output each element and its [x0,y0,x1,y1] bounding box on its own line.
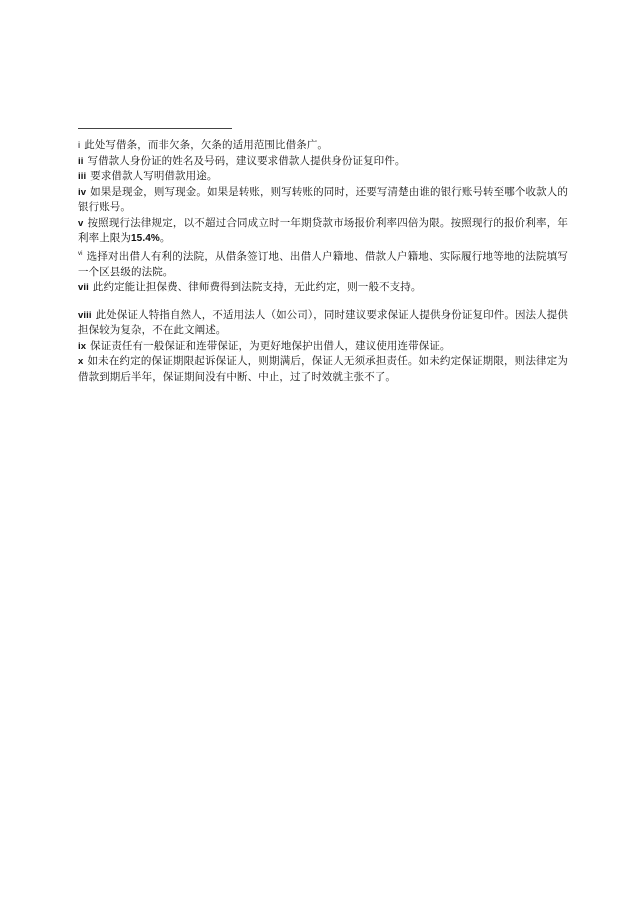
footnote-i [78,138,568,154]
footnote-v [78,216,568,247]
footnote-text: 写借款人身份证的姓名及号码，建议要求借款人提供身份证复印件。 [87,154,406,167]
footnote-text-end: 。 [159,232,171,244]
footnote-text: 选择对出借人有利的法院，从借条签订地、出借人户籍地、借款人户籍地、实际履行地等地的法院填写一个区县级的法院。 [78,250,568,278]
footnote-ii [78,154,568,170]
footnote-mark: i [78,140,81,151]
rate-value: 15.4% [131,233,160,244]
footnote-iii [78,169,568,185]
footnote-mark: ix [78,340,87,352]
footnote-text: 要求借款人写明借款用途。 [90,170,218,182]
footnote-mark: vi [78,250,83,257]
footnote-x [78,354,568,385]
footnote-iv [78,185,568,216]
footnote-text: 保证责任有一般保证和连带保证，为更好地保护出借人，建议使用连带保证。 [90,339,451,352]
footnote-text: 如未在约定的保证期限起诉保证人，则期满后，保证人无须承担责任。如未约定保证期限，则法律定为借款到期后半年，保证期间没有中断、中止，过了时效就主张不了。 [78,355,568,383]
footnote-mark: ii [78,155,84,167]
footnote-vii [78,280,568,296]
footnote-mark: vii [78,282,89,293]
footnote-text: 此约定能让担保费、律师费得到法院支持，无此约定，则一般不支持。 [92,281,422,293]
footnote-text: 此处保证人特指自然人，不适用法人（如公司），同时建议要求保证人提供身份证复印件。因法人提供担保较为复杂，不在此文阐述。 [78,308,568,336]
footnote-mark: v [78,217,84,229]
footnote-text: 此处写借条，而非欠条，欠条的适用范围比借条广。 [84,139,329,151]
footnote-mark: iv [78,186,87,198]
footnote-mark: viii [78,309,92,321]
footnote-mark: iii [78,171,87,182]
footnote-viii [78,308,568,339]
footnote-vi [78,247,568,281]
footnotes-list [78,138,568,385]
footnote-text: 如果是现金，则写现金。如果是转账，则写转账的同时，还要写清楚由谁的银行账号转至哪个收款人的银行账号。 [78,185,568,213]
footnote-mark: x [78,356,84,367]
footnote-text: 按照现行法律规定，以不超过合同成立时一年期贷款市场报价利率四倍为限。按照现行的报价利率，年利率上限为 [78,216,568,244]
footnote-separator [78,128,232,129]
footnote-ix [78,339,568,355]
